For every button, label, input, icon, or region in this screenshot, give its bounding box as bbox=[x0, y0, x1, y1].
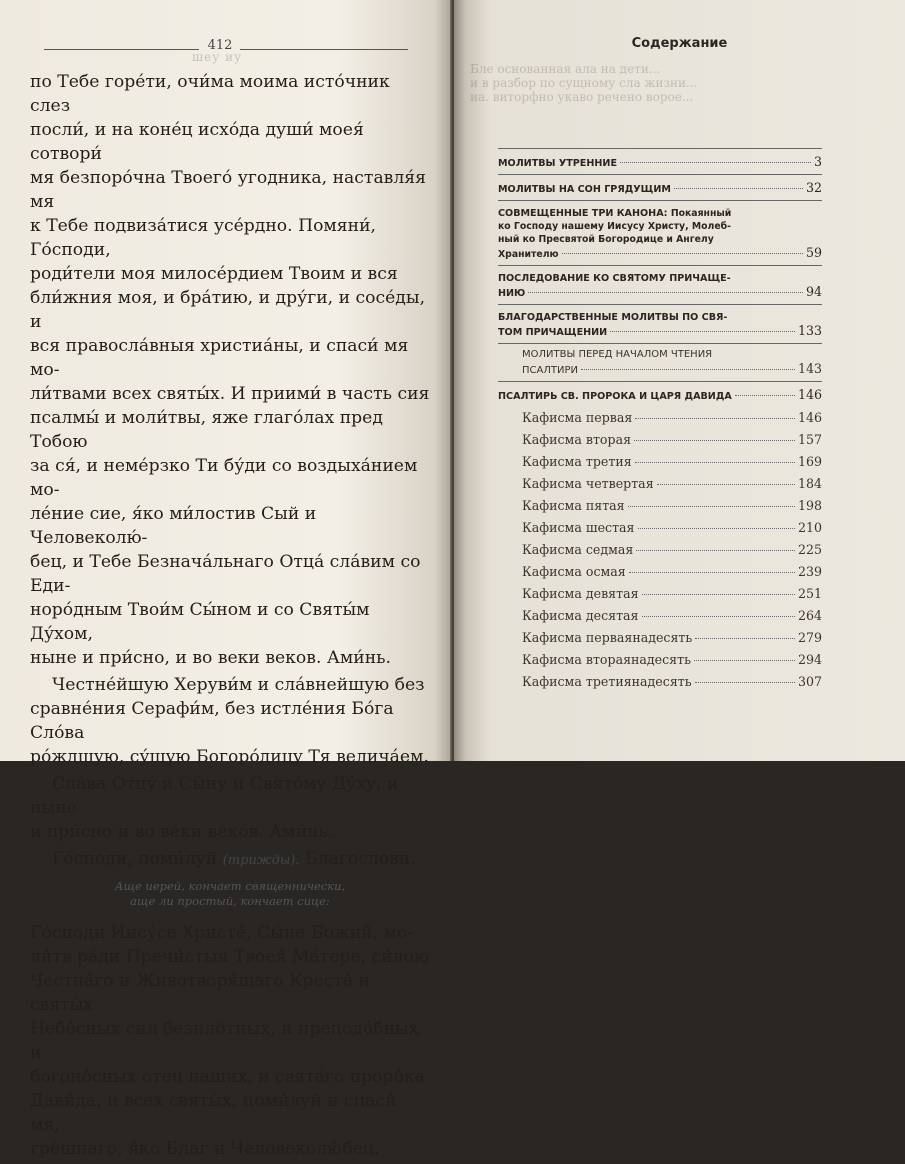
toc-subentry-label: Кафисма десятая bbox=[522, 608, 639, 623]
toc-subentry[interactable] bbox=[498, 495, 822, 517]
toc-page-number: 279 bbox=[797, 630, 822, 645]
prayer-text bbox=[30, 70, 430, 1164]
leader-dots bbox=[657, 484, 795, 485]
toc-page-number: 225 bbox=[797, 542, 822, 557]
rubric-line: Аще иерей, кончает священнически, bbox=[114, 879, 346, 893]
toc-subentry-label: Кафисма седмая bbox=[522, 542, 634, 557]
toc-page-number: 157 bbox=[797, 432, 822, 447]
text-line: бец, и Тебе Безнача́льнаго Отца́ сла́вим со Еди- bbox=[30, 552, 421, 596]
toc-subentry[interactable] bbox=[498, 605, 822, 627]
text-line: и при́сно и во ве́ки веко́в. Ами́нь. bbox=[30, 822, 334, 842]
text-line: по Тебе горе́ти, очи́ма моима исто́чник слез bbox=[30, 72, 390, 116]
text-line: к Тебе подвиза́тися усе́рдно. Помяни́, Го́споди, bbox=[30, 216, 377, 260]
toc-entry-label: МОЛИТВЫ ПЕРЕД НАЧАЛОМ ЧТЕНИЯ bbox=[522, 349, 713, 360]
toc-entry[interactable] bbox=[498, 343, 822, 381]
text-line: ро́ждшую, су́щую Богоро́дицу Тя велича́ем. bbox=[30, 747, 429, 767]
toc-page-number: 198 bbox=[797, 498, 822, 513]
leader-dots bbox=[634, 440, 795, 441]
paragraph-1 bbox=[30, 70, 430, 670]
text-line: Благослови́. bbox=[305, 849, 416, 869]
toc-subentry[interactable] bbox=[498, 583, 822, 605]
toc-entry-label: ный ко Пресвятой Богородице и Ангелу bbox=[498, 234, 714, 245]
toc-entry-label: МОЛИТВЫ НА СОН ГРЯДУЩИМ bbox=[498, 184, 671, 195]
text-line: ле́ние сие, я́ко ми́лостив Сый и Человеколю́- bbox=[30, 504, 317, 548]
leader-dots bbox=[695, 638, 795, 639]
toc-entry[interactable] bbox=[498, 265, 822, 304]
toc-page-number: 294 bbox=[797, 652, 822, 667]
toc-entry[interactable] bbox=[498, 148, 822, 174]
text-line: сравне́ния Серафи́м, без истле́ния Бо́га Сло́ва bbox=[30, 699, 394, 743]
toc-entry-label: Хранителю bbox=[498, 249, 559, 260]
toc-page-number: 169 bbox=[797, 454, 822, 469]
bleed-line: и в разбор по сущному сла жизни... bbox=[470, 76, 698, 90]
toc-entry-label: ПСАЛТИРЬ СВ. ПРОРОКА И ЦАРЯ ДАВИДА bbox=[498, 391, 732, 402]
table-of-contents bbox=[498, 148, 822, 693]
text-line: посли́, и на коне́ц исхо́да души́ моея́ сотвори́ bbox=[30, 120, 364, 164]
bleed-line: Бле основанная ала на дети... bbox=[470, 62, 661, 76]
toc-page-number: 251 bbox=[797, 586, 822, 601]
toc-page-number: 184 bbox=[797, 476, 822, 491]
toc-page-number: 146 bbox=[797, 410, 822, 425]
toc-subentry[interactable] bbox=[498, 671, 822, 693]
leader-dots bbox=[620, 162, 811, 163]
leader-dots bbox=[638, 528, 795, 529]
text-line: Небе́сных сил безпло́тных, и преподо́бных и bbox=[30, 1019, 419, 1063]
leader-dots bbox=[694, 660, 795, 661]
toc-entry-label: БЛАГОДАРСТВЕННЫЕ МОЛИТВЫ ПО СВЯ- bbox=[498, 312, 728, 323]
text-line: ли́тв ра́ди Пречи́стыя Твоея́ Ма́тере, си́лою bbox=[30, 947, 429, 967]
toc-subentry-label: Кафисма пятая bbox=[522, 498, 625, 513]
toc-subentry[interactable] bbox=[498, 561, 822, 583]
text-line: ныне и при́сно, и во веки веков. Ами́нь. bbox=[30, 648, 391, 668]
bleed-through-text bbox=[470, 62, 900, 104]
toc-subentry-label: Кафисма шестая bbox=[522, 520, 635, 535]
toc-entry-label: ПОСЛЕДОВАНИЕ КО СВЯТОМУ ПРИЧАЩЕ- bbox=[498, 273, 731, 284]
toc-page-number: 133 bbox=[797, 323, 822, 338]
toc-page-number: 32 bbox=[805, 180, 822, 195]
paragraph-4 bbox=[30, 847, 430, 873]
paragraph-3 bbox=[30, 772, 430, 844]
toc-page-number: 143 bbox=[797, 361, 822, 376]
toc-page-number: 264 bbox=[797, 608, 822, 623]
toc-subentry-label: Кафисма третиянадесять bbox=[522, 674, 692, 689]
left-page bbox=[0, 0, 452, 1159]
leader-dots bbox=[562, 253, 803, 254]
toc-page-number: 3 bbox=[813, 154, 822, 169]
text-line: богоно́сных отец наших, и свята́го проро́ка bbox=[30, 1067, 425, 1087]
text-line: Сла́ва Отцу́ и Сы́ну и Свято́му Ду́ху, и ныне bbox=[30, 774, 399, 818]
toc-subentry-label: Кафисма третия bbox=[522, 454, 632, 469]
leader-dots bbox=[695, 682, 795, 683]
italic-note: (трижды). bbox=[222, 853, 300, 868]
toc-subentry-label: Кафисма осмая bbox=[522, 564, 626, 579]
text-line: роди́тели моя милосе́рдием Твоим и вся bbox=[30, 264, 398, 284]
toc-subentry[interactable] bbox=[498, 517, 822, 539]
toc-page-number: 307 bbox=[797, 674, 822, 689]
leader-dots bbox=[628, 506, 795, 507]
toc-subentry[interactable] bbox=[498, 451, 822, 473]
toc-subentry-label: Кафисма четвертая bbox=[522, 476, 654, 491]
text-line: Дави́да, и всех святы́х, поми́луй и спаси́ мя, bbox=[30, 1091, 397, 1135]
toc-subentry-label: Кафисма первая bbox=[522, 410, 633, 425]
text-line: бли́жния моя, и бра́тию, и дру́ги, и сосе́ды, и bbox=[30, 288, 426, 332]
leader-dots bbox=[629, 572, 795, 573]
leader-dots bbox=[674, 188, 803, 189]
toc-page-number: 94 bbox=[805, 284, 822, 299]
text-line: вся правосла́вныя христиа́ны, и спаси́ мя мо- bbox=[30, 336, 409, 380]
toc-subentry[interactable] bbox=[498, 407, 822, 429]
toc-subentry[interactable] bbox=[498, 649, 822, 671]
toc-entry-label: Покаянный bbox=[670, 208, 732, 219]
toc-entry-label: ко Господу нашему Иисусу Христу, Молеб- bbox=[498, 221, 731, 232]
toc-subentry[interactable] bbox=[498, 627, 822, 649]
toc-entry-label: ТОМ ПРИЧАЩЕНИИ bbox=[498, 327, 608, 338]
toc-page-number: 210 bbox=[797, 520, 822, 535]
leader-dots bbox=[635, 462, 795, 463]
toc-page-number: 59 bbox=[805, 245, 822, 260]
text-line: Честне́йшую Херуви́м и сла́внейшую без bbox=[52, 675, 425, 695]
text-line: Честна́го и Животворя́щаго Креста́ и святы́х bbox=[30, 971, 371, 1015]
toc-subentry-label: Кафисма втораянадесять bbox=[522, 652, 691, 667]
toc-page-number: 239 bbox=[797, 564, 822, 579]
text-line: гре́шнаго, я́ко Благ и Человеколю́бец. bbox=[30, 1139, 380, 1159]
leader-dots bbox=[635, 418, 795, 419]
leader-dots bbox=[642, 594, 795, 595]
toc-entry[interactable] bbox=[498, 174, 822, 200]
bleed-through-text: шеу иу bbox=[192, 50, 243, 64]
toc-subentry[interactable] bbox=[498, 539, 822, 561]
leader-dots bbox=[735, 395, 795, 396]
toc-subentry-label: Кафисма вторая bbox=[522, 432, 632, 447]
leader-dots bbox=[642, 616, 795, 617]
rubric-line: аще ли простый, кончает сице: bbox=[130, 894, 330, 908]
text-line: псалмы́ и моли́твы, яже глаго́лах пред Тобою bbox=[30, 408, 383, 452]
text-line: мя безпоро́чна Твоего́ угодника, наставля́я мя bbox=[30, 168, 426, 212]
header-rule-left bbox=[44, 49, 199, 50]
text-line: Го́споди Иису́се Христе́, Сы́не Божий, мо- bbox=[30, 923, 414, 943]
toc-subentry[interactable] bbox=[498, 473, 822, 495]
paragraph-5 bbox=[30, 921, 430, 1161]
leader-dots bbox=[581, 369, 795, 370]
leader-dots bbox=[528, 292, 803, 293]
paragraph-2 bbox=[30, 673, 430, 769]
page-number: 412 bbox=[207, 38, 233, 53]
toc-entry[interactable] bbox=[498, 304, 822, 343]
toc-entry[interactable] bbox=[498, 200, 822, 265]
page-title: Содержание bbox=[631, 36, 728, 51]
leader-dots bbox=[610, 331, 795, 332]
text-line: норо́дным Твои́м Сы́ном и со Святы́м Ду́хом, bbox=[30, 600, 370, 644]
toc-subentry-label: Кафисма девятая bbox=[522, 586, 639, 601]
toc-subentry-label: Кафисма перваянадесять bbox=[522, 630, 693, 645]
toc-entry-label: НИЮ bbox=[498, 288, 526, 299]
text-line: за ся́, и неме́рзко Ти бу́ди со воздыха́нием мо- bbox=[30, 456, 418, 500]
toc-page-number: 146 bbox=[797, 387, 822, 402]
toc-subentry[interactable] bbox=[498, 429, 822, 451]
toc-entry[interactable] bbox=[498, 381, 822, 407]
toc-entry-label: СОВМЕЩЕННЫЕ ТРИ КАНОНА: bbox=[498, 208, 668, 219]
toc-entry-label: МОЛИТВЫ УТРЕННИЕ bbox=[498, 158, 618, 169]
text-line: Го́споди, поми́луй bbox=[52, 849, 218, 869]
rubric bbox=[30, 879, 430, 909]
text-line: ли́твами всех святы́х. И приими́ в часть сия bbox=[30, 384, 430, 404]
bleed-line: иа. виторфно укаво речено ворое... bbox=[470, 90, 694, 104]
leader-dots bbox=[636, 550, 795, 551]
toc-entry-label: ПСАЛТИРИ bbox=[522, 365, 578, 376]
